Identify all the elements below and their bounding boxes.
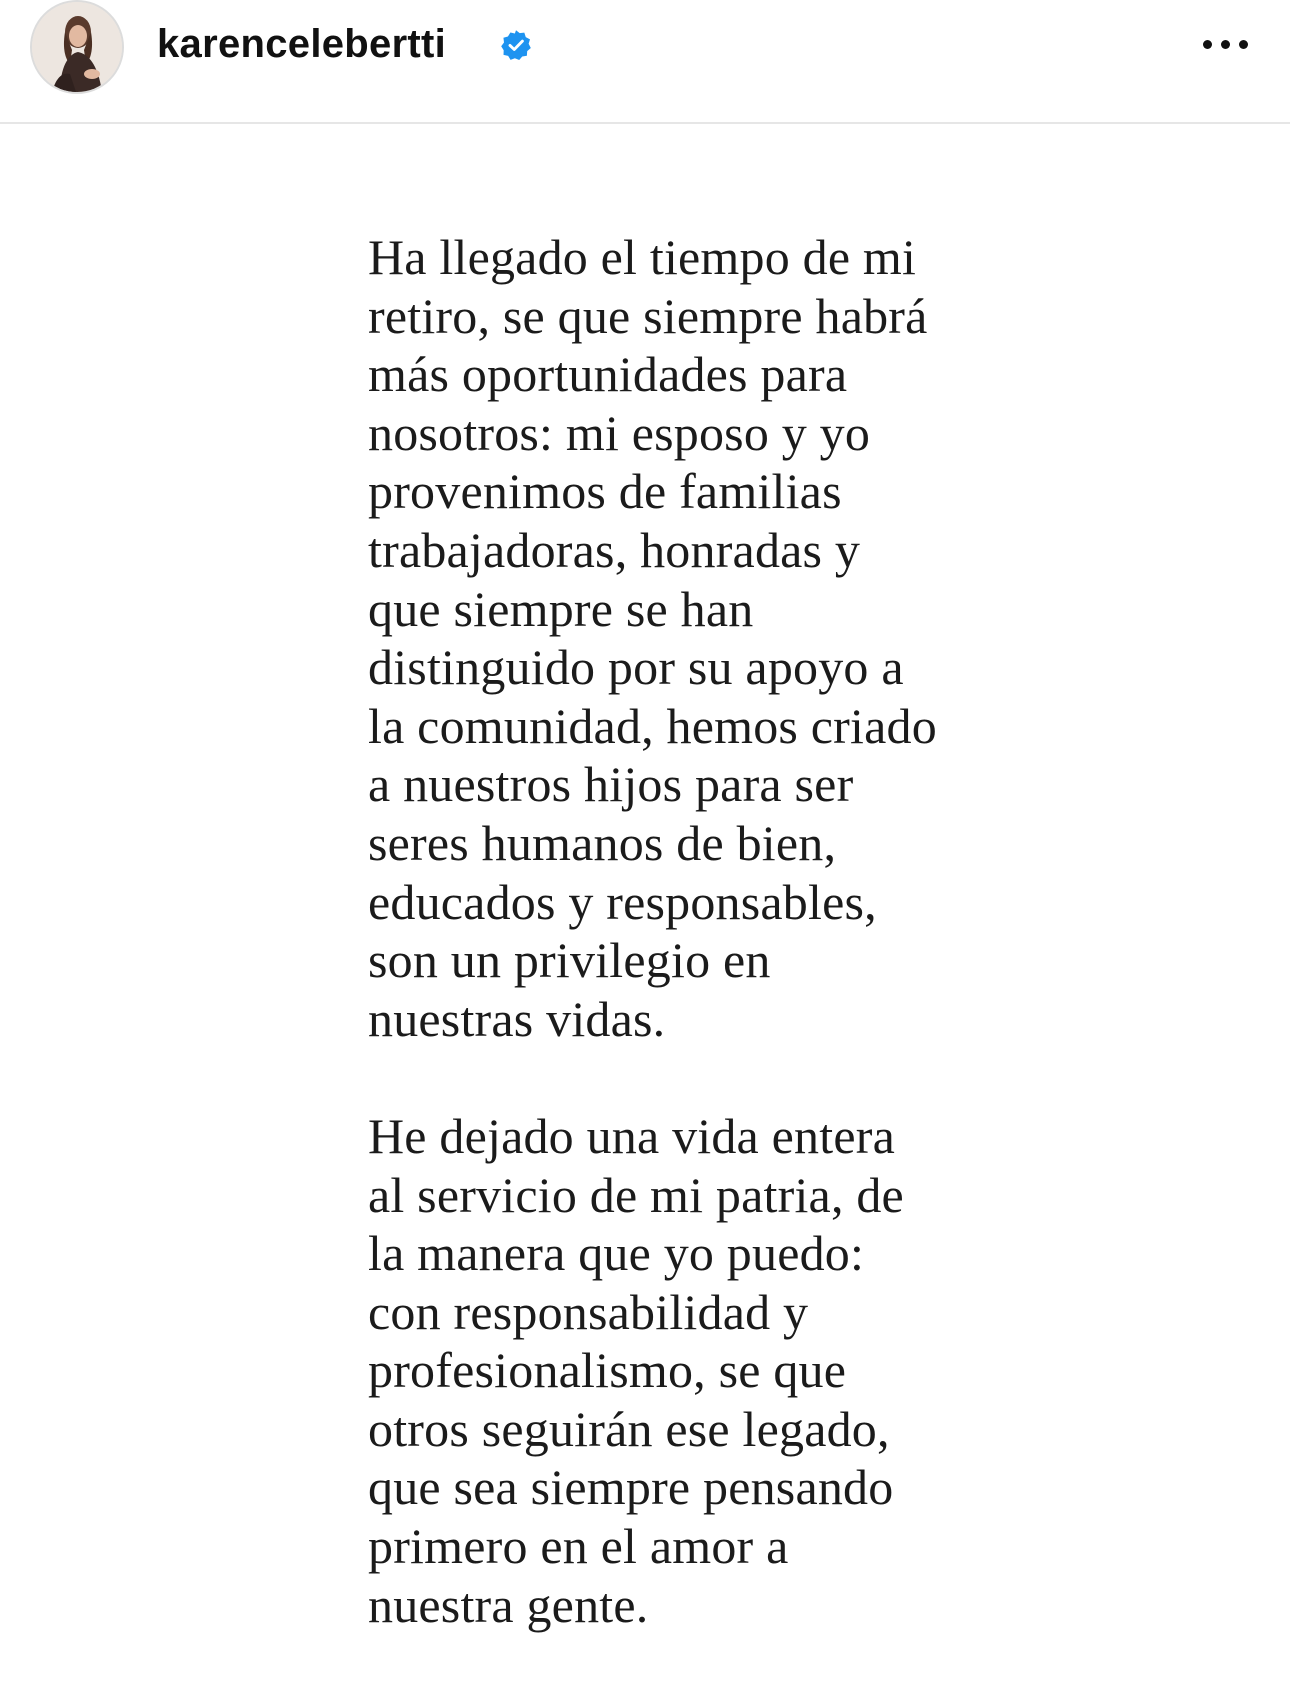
text-line: provenimos de familias	[368, 463, 842, 520]
text-line: nuestra gente.	[368, 1576, 649, 1633]
verified-badge-icon	[500, 29, 532, 61]
username-link[interactable]: karencelebertti	[157, 22, 447, 66]
paragraph-2	[368, 1107, 988, 1634]
text-line: seres humanos de bien,	[368, 814, 837, 871]
more-options-icon-dot	[1203, 40, 1212, 49]
text-line: al servicio de mi patria, de	[368, 1166, 904, 1223]
text-line: otros seguirán ese legado,	[368, 1400, 890, 1457]
text-line: que sea siempre pensando	[368, 1459, 894, 1516]
text-line: la manera que yo puedo:	[368, 1225, 865, 1282]
text-line: primero en el amor a	[368, 1518, 789, 1575]
paragraph-1	[368, 228, 988, 1048]
text-line: son un privilegio en	[368, 932, 771, 989]
text-line: la comunidad, hemos criado	[368, 697, 937, 754]
text-line: retiro, se que siempre habrá	[368, 287, 928, 344]
story-text-block	[368, 228, 988, 1634]
profile-avatar[interactable]	[30, 0, 124, 94]
text-line: nuestras vidas.	[368, 990, 666, 1047]
more-options-button[interactable]	[1190, 22, 1260, 66]
text-line: con responsabilidad y	[368, 1283, 809, 1340]
post-header	[0, 0, 1290, 124]
text-line: a nuestros hijos para ser	[368, 756, 854, 813]
text-line: trabajadoras, honradas y	[368, 521, 861, 578]
more-options-icon-dot	[1239, 40, 1248, 49]
text-line: distinguido por su apoyo a	[368, 639, 904, 696]
text-line: más oportunidades para	[368, 346, 848, 403]
text-line: Ha llegado el tiempo de mi	[368, 229, 917, 285]
text-line: profesionalismo, se que	[368, 1342, 847, 1399]
text-line: nosotros: mi esposo y yo	[368, 404, 871, 461]
text-line: He dejado una vida entera	[368, 1107, 895, 1164]
more-options-icon-dot	[1221, 40, 1230, 49]
avatar-image	[32, 2, 122, 92]
text-line: educados y responsables,	[368, 873, 877, 930]
text-line: que siempre se han	[368, 580, 754, 637]
paragraph-spacer	[368, 1048, 988, 1107]
